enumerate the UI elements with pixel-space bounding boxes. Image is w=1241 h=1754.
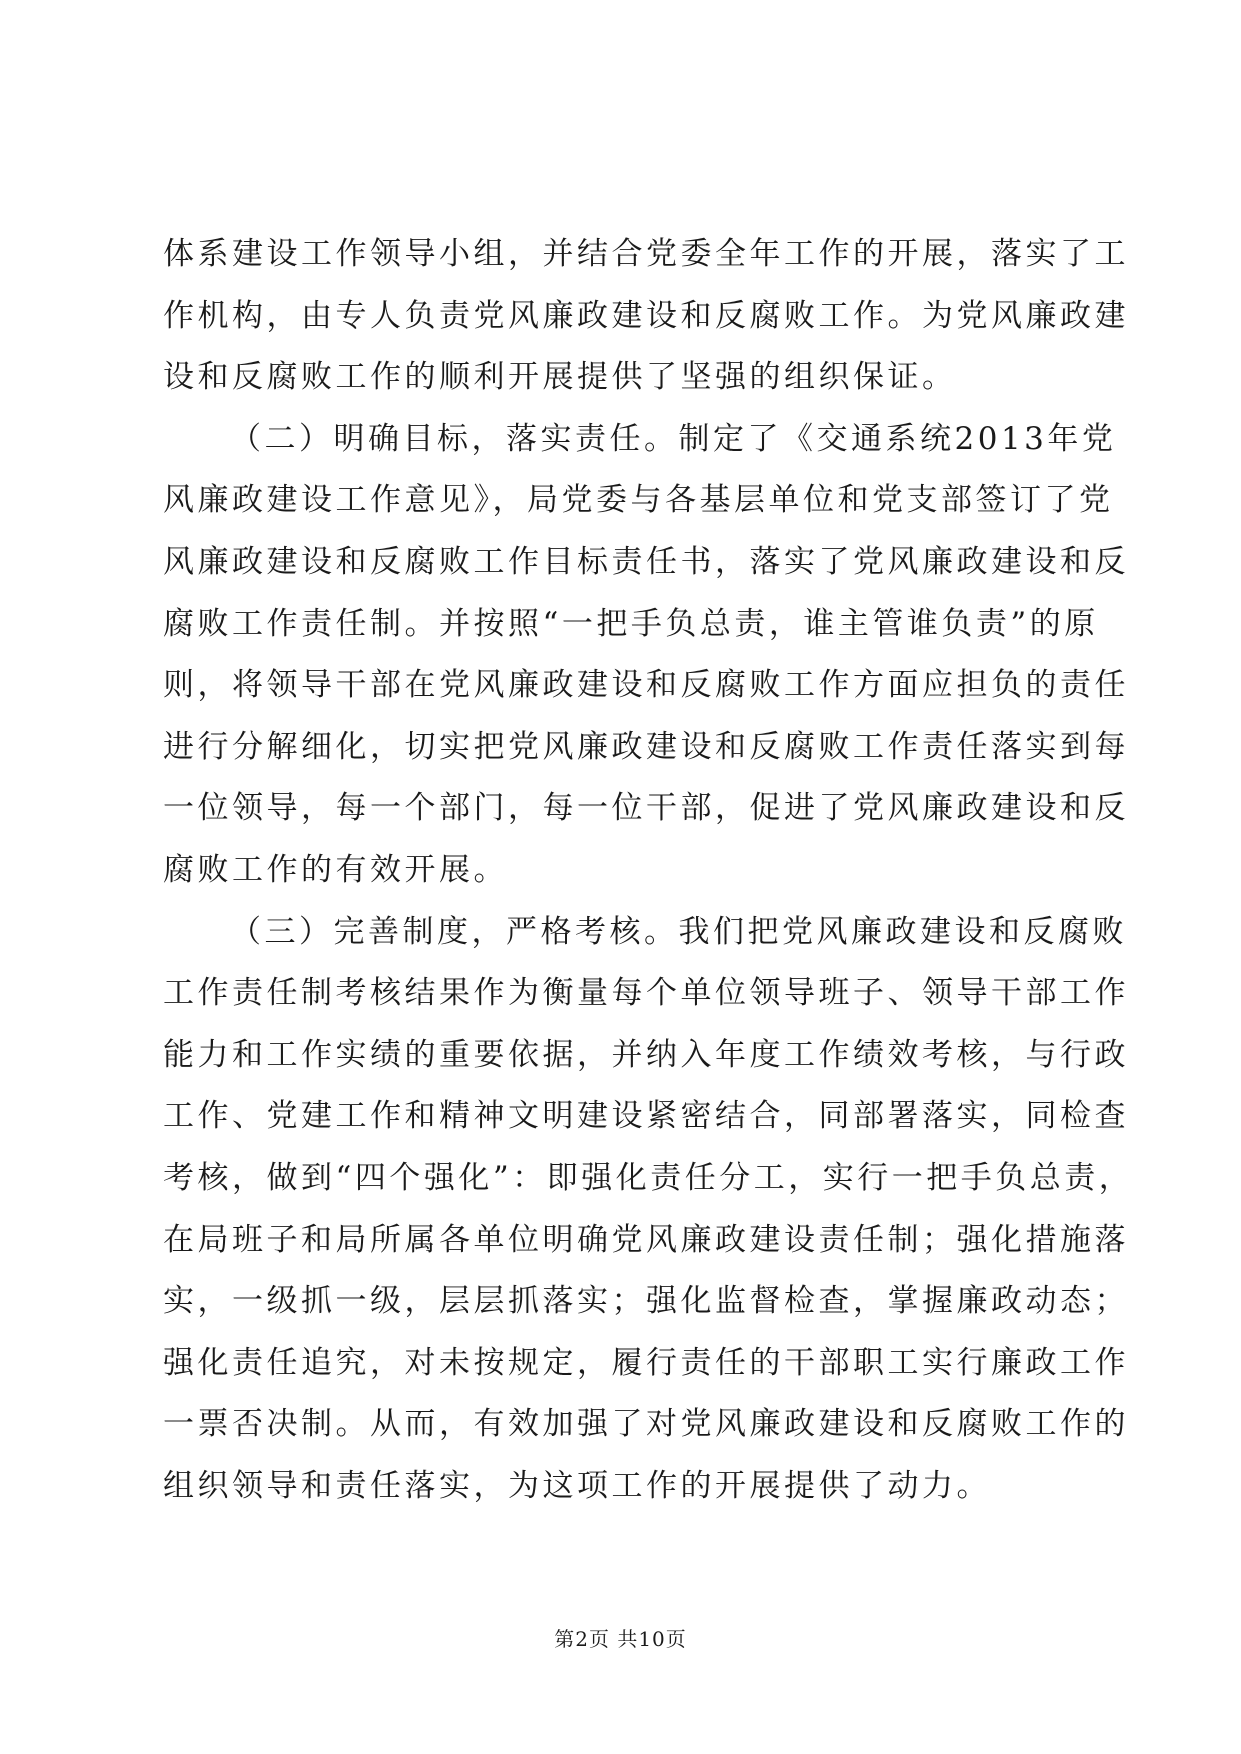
section-heading-line: （二）明确目标，落实责任。制定了《交通系统2013年党 xyxy=(230,420,1117,457)
text-line: 进行分解细化，切实把党风廉政建设和反腐败工作责任落实到每 xyxy=(163,728,1129,765)
section-heading-line: （三）完善制度，严格考核。我们把党风廉政建设和反腐败 xyxy=(230,913,1127,950)
text-line: 组织领导和责任落实，为这项工作的开展提供了动力。 xyxy=(163,1467,991,1504)
text-line: 设和反腐败工作的顺利开展提供了坚强的组织保证。 xyxy=(163,359,957,396)
text-line: 强化责任追究，对未按规定，履行责任的干部职工实行廉政工作 xyxy=(163,1344,1129,1381)
text-line: 体系建设工作领导小组，并结合党委全年工作的开展，落实了工 xyxy=(163,236,1129,272)
text-line: 则，将领导干部在党风廉政建设和反腐败工作方面应担负的责任 xyxy=(163,667,1129,704)
text-line: 在局班子和局所属各单位明确党风廉政建设责任制；强化措施落 xyxy=(163,1221,1129,1258)
text-line: 实，一级抓一级，层层抓落实；强化监督检查，掌握廉政动态； xyxy=(163,1283,1129,1320)
text-line: 腐败工作责任制。并按照“一把手负总责，谁主管谁负责”的原 xyxy=(163,605,1099,642)
text-line: 腐败工作的有效开展。 xyxy=(163,851,508,888)
text-line: 工作、党建工作和精神文明建设紧密结合，同部署落实，同检查 xyxy=(163,1098,1129,1135)
text-line: 风廉政建设工作意见》，局党委与各基层单位和党支部签订了党 xyxy=(163,482,1114,519)
text-line: 一位领导，每一个部门，每一位干部，促进了党风廉政建设和反 xyxy=(163,790,1129,827)
document-body xyxy=(163,224,1134,1517)
text-line: 作机构，由专人负责党风廉政建设和反腐败工作。为党风廉政建 xyxy=(163,297,1129,334)
page-number-footer: 第2页 共10页 xyxy=(554,1627,687,1651)
text-line: 风廉政建设和反腐败工作目标责任书，落实了党风廉政建设和反 xyxy=(163,543,1129,580)
text-line: 考核，做到“四个强化”：即强化责任分工，实行一把手负总责， xyxy=(163,1159,1134,1196)
text-line: 一票否决制。从而，有效加强了对党风廉政建设和反腐败工作的 xyxy=(163,1406,1129,1443)
text-line: 工作责任制考核结果作为衡量每个单位领导班子、领导干部工作 xyxy=(163,975,1129,1012)
text-line: 能力和工作实绩的重要依据，并纳入年度工作绩效考核，与行政 xyxy=(163,1036,1129,1073)
